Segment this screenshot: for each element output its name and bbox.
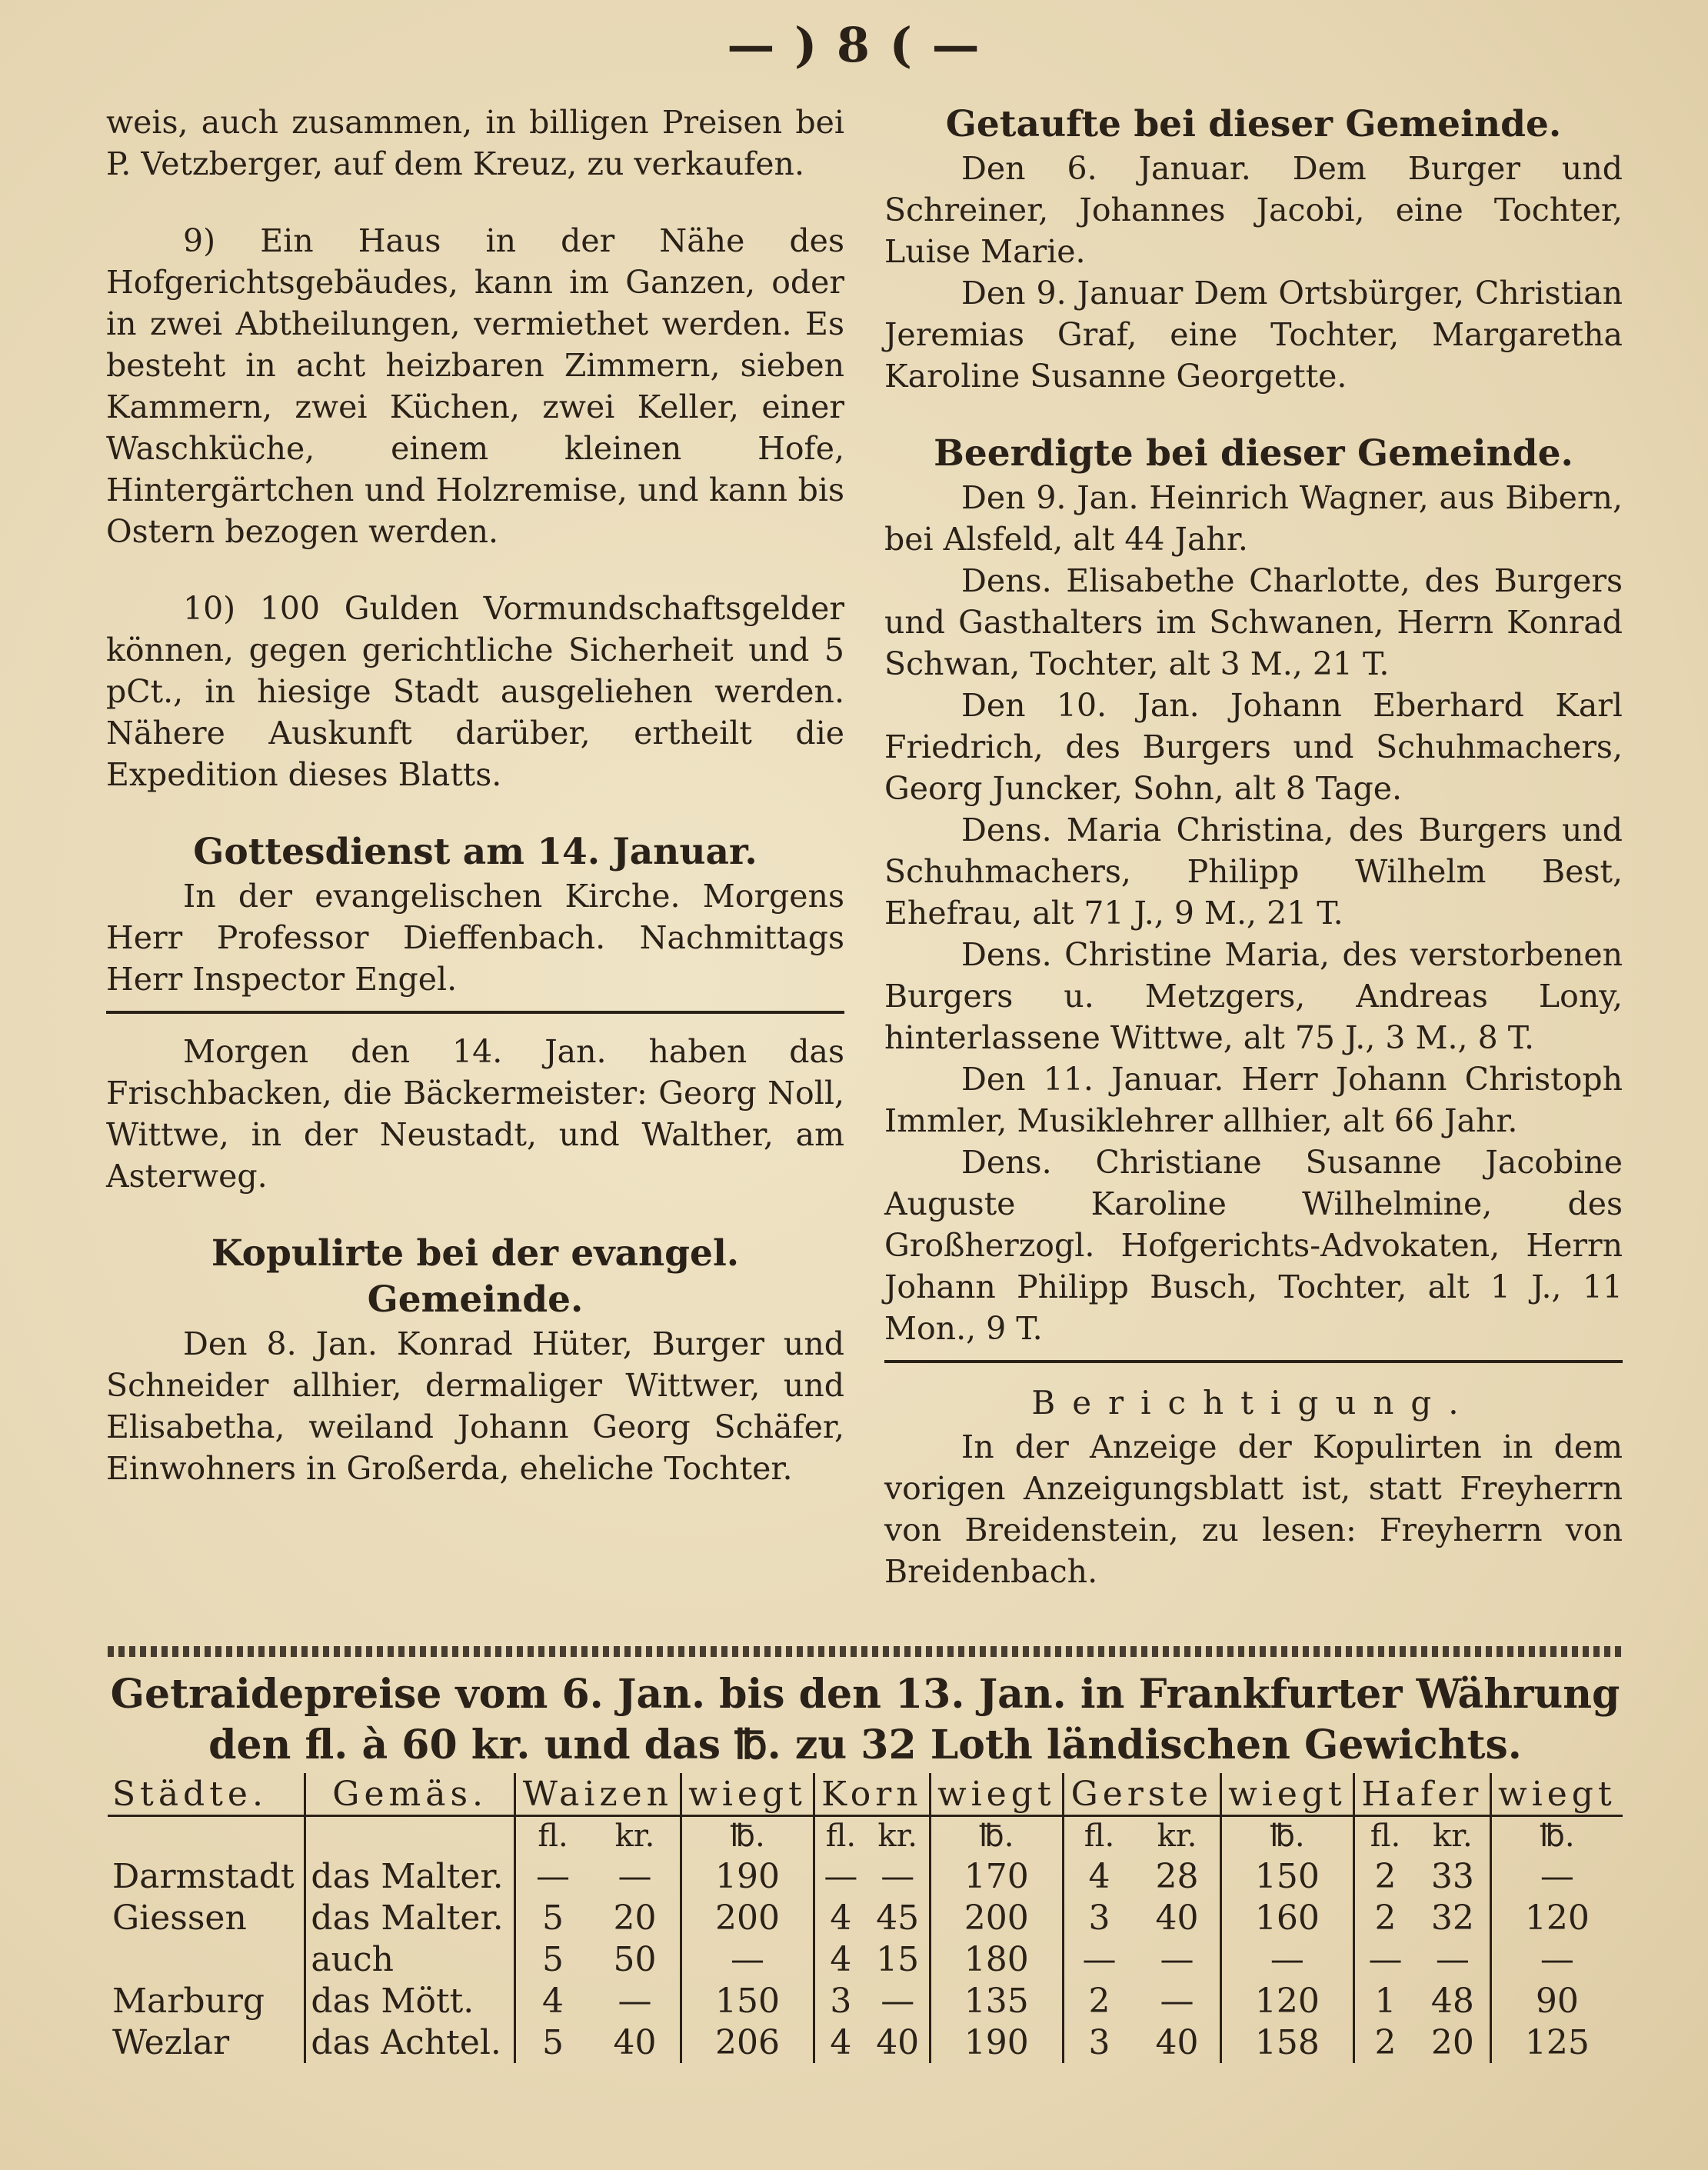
right-column: [884, 102, 1623, 1592]
grain-price-table: [108, 1773, 1623, 2063]
price-cell: —: [618, 1856, 652, 1896]
table-row: [108, 2022, 1623, 2063]
price-cell: 170: [930, 1855, 1063, 1897]
price-cell: 90: [1490, 1980, 1623, 2022]
unit-cell: fl.: [1354, 1816, 1416, 1856]
price-cell: 5: [514, 1938, 590, 1980]
col-header-oats-weight: wiegt: [1490, 1773, 1623, 1816]
price-cell: 160: [1220, 1897, 1353, 1938]
price-cell: 2: [1354, 1897, 1416, 1938]
price-cell: 40: [1155, 1898, 1199, 1938]
unit-cell: fl.: [514, 1816, 590, 1856]
measure-cell: das Achtel.: [305, 2022, 514, 2063]
table-body: [108, 1816, 1623, 2064]
price-cell: 150: [681, 1980, 814, 2022]
unit-cell: ℔.: [930, 1816, 1063, 1856]
married-entry: Den 8. Jan. Konrad Hüter, Burger und Schneider allhier, dermaliger Wittwer, und Elisabetha, weiland Johann Georg Schäfer, Einwohners in Großerda, eheliche Tochter.: [106, 1325, 844, 1487]
price-cell: 125: [1490, 2022, 1623, 2063]
city-cell: Marburg: [112, 1981, 265, 2021]
ornamental-rule: [108, 1646, 1623, 1657]
price-cell: 190: [930, 2022, 1063, 2063]
city-cell: Wezlar: [112, 2022, 230, 2062]
price-cell: 32: [1430, 1898, 1474, 1938]
col-header-wheat: Waizen: [514, 1773, 681, 1816]
price-cell: 48: [1430, 1981, 1474, 2021]
price-cell: 135: [930, 1980, 1063, 2022]
unit-cell: fl.: [814, 1816, 867, 1856]
baptized-entry: Den 9. Januar Dem Ortsbürger, Christian Jeremias Graf, eine Tochter, Margaretha Karoline Susanne Georgette.: [884, 275, 1623, 395]
measure-cell: das Malter.: [305, 1855, 514, 1897]
price-cell: 158: [1220, 2022, 1353, 2063]
col-header-barley-weight: wiegt: [1220, 1773, 1353, 1816]
section-divider: [884, 1360, 1623, 1363]
table-header-row: [108, 1773, 1623, 1816]
price-cell: 20: [1430, 2022, 1474, 2062]
price-cell: 200: [681, 1897, 814, 1938]
price-cell: 4: [814, 1938, 867, 1980]
price-cell: —: [1490, 1938, 1623, 1980]
price-cell: —: [814, 1855, 867, 1897]
ad-9-house: 9) Ein Haus in der Nähe des Hofgerichtsgebäudes, kann im Ganzen, oder in zwei Abtheilungen, vermiethet werden. Es besteht in acht heizbaren Zimmern, sieben Kammern, zwei Küchen, zwei Keller, einer Waschküche, einem kleinen Hofe, Hintergärtchen und Holzremise, und kann bis Ostern bezogen werden.: [106, 222, 844, 550]
price-cell: 4: [814, 1897, 867, 1938]
measure-cell: das Mött.: [305, 1980, 514, 2022]
col-header-cities: Städte.: [108, 1773, 305, 1816]
measure-cell: auch: [305, 1938, 514, 1980]
unit-cell: ℔.: [681, 1816, 814, 1856]
price-cell: 40: [1155, 2022, 1199, 2062]
buried-entry: Den 10. Jan. Johann Eberhard Karl Friedrich, des Burgers und Schuhmachers, Georg Juncker, Sohn, alt 8 Tage.: [884, 687, 1623, 807]
page-number: — ) 8 ( —: [727, 17, 981, 73]
price-cell: 180: [930, 1938, 1063, 1980]
price-cell: —: [1490, 1855, 1623, 1897]
price-cell: 4: [814, 2022, 867, 2063]
price-cell: —: [1063, 1938, 1134, 1980]
col-header-barley: Gerste: [1063, 1773, 1220, 1816]
unit-cell: kr.: [614, 1818, 655, 1854]
price-cell: —: [514, 1855, 590, 1897]
bakers-notice: Morgen den 14. Jan. haben das Frischbacken, die Bäckermeister: Georg Noll, Wittwe, in der Neustadt, und Walther, am Asterweg.: [106, 1033, 844, 1195]
unit-cell: kr.: [1157, 1818, 1197, 1854]
price-cell: 3: [814, 1980, 867, 2022]
left-column: [106, 102, 844, 1489]
price-cell: 28: [1155, 1856, 1199, 1896]
unit-cell: kr.: [877, 1818, 918, 1854]
city-cell: Darmstadt: [112, 1856, 295, 1896]
unit-cell: ℔.: [1220, 1816, 1353, 1856]
price-cell: 40: [876, 2022, 920, 2062]
price-cell: 120: [1220, 1980, 1353, 2022]
table-units-row: [108, 1816, 1623, 1856]
price-cell: —: [1160, 1939, 1194, 1979]
unit-cell: [108, 1816, 305, 1856]
prices-title-line-2: den fl. à 60 kr. und das ℔. zu 32 Loth ländischen Gewichts.: [208, 1722, 1522, 1768]
prices-title-line-1: Getraidepreise vom 6. Jan. bis den 13. Jan. in Frankfurter Währung: [110, 1671, 1620, 1718]
buried-entry: Dens. Elisabethe Charlotte, des Burgers und Gasthalters im Schwanen, Herrn Konrad Schwan, Tochter, alt 3 M., 21 T.: [884, 562, 1623, 682]
price-cell: 190: [681, 1855, 814, 1897]
price-cell: 4: [1063, 1855, 1134, 1897]
col-header-oats: Hafer: [1354, 1773, 1491, 1816]
buried-entry: Dens. Christiane Susanne Jacobine Auguste Karoline Wilhelmine, des Großherzogl. Hofgerichts-Advokaten, Herrn Johann Philipp Busch, Tochter, alt 1 J., 11 Mon., 9 T.: [884, 1144, 1623, 1347]
unit-cell: fl.: [1063, 1816, 1134, 1856]
service-heading: Gottesdienst am 14. Januar.: [193, 831, 757, 873]
city-cell: Giessen: [112, 1898, 247, 1938]
table-row: [108, 1938, 1623, 1980]
price-cell: 120: [1490, 1897, 1623, 1938]
price-cell: 5: [514, 1897, 590, 1938]
price-cell: —: [881, 1981, 915, 2021]
correction-heading: Berichtigung.: [1031, 1384, 1476, 1422]
price-cell: 45: [876, 1898, 920, 1938]
price-cell: —: [1354, 1938, 1416, 1980]
price-cell: 1: [1354, 1980, 1416, 2022]
price-cell: 3: [1063, 1897, 1134, 1938]
col-header-rye-weight: wiegt: [930, 1773, 1063, 1816]
price-cell: 2: [1354, 2022, 1416, 2063]
price-cell: 200: [930, 1897, 1063, 1938]
price-cell: 150: [1220, 1855, 1353, 1897]
price-cell: —: [681, 1938, 814, 1980]
ad-continuation: weis, auch zusammen, in billigen Preisen bei P. Vetzberger, auf dem Kreuz, zu verkaufen.: [106, 104, 844, 182]
price-cell: —: [1220, 1938, 1353, 1980]
unit-cell: ℔.: [1490, 1816, 1623, 1856]
price-cell: 15: [876, 1939, 920, 1979]
prices-title: [108, 1669, 1623, 1771]
price-cell: 50: [613, 1939, 657, 1979]
section-divider: [106, 1011, 844, 1014]
baptized-entry: Den 6. Januar. Dem Burger und Schreiner, Johannes Jacobi, eine Tochter, Luise Marie.: [884, 150, 1623, 270]
price-cell: 5: [514, 2022, 590, 2063]
buried-entry: Dens. Christine Maria, des verstorbenen Burgers u. Metzgers, Andreas Lony, hinterlassene Wittwe, alt 75 J., 3 M., 8 T.: [884, 936, 1623, 1056]
married-heading: Kopulirte bei der evangel. Gemeinde.: [211, 1232, 740, 1321]
city-cell: [108, 1938, 305, 1980]
unit-cell: kr.: [1432, 1818, 1473, 1854]
measure-cell: das Malter.: [305, 1897, 514, 1938]
unit-cell: [305, 1816, 514, 1856]
col-header-rye: Korn: [814, 1773, 931, 1816]
buried-heading: Beerdigte bei dieser Gemeinde.: [934, 432, 1573, 475]
price-cell: 33: [1430, 1856, 1474, 1896]
price-cell: 2: [1063, 1980, 1134, 2022]
price-cell: 4: [514, 1980, 590, 2022]
price-cell: 3: [1063, 2022, 1134, 2063]
buried-entry: Den 11. Januar. Herr Johann Christoph Immler, Musiklehrer allhier, alt 66 Jahr.: [884, 1061, 1623, 1139]
buried-entry: Den 9. Jan. Heinrich Wagner, aus Bibern, bei Alsfeld, alt 44 Jahr.: [884, 479, 1623, 558]
baptized-heading: Getaufte bei dieser Gemeinde.: [945, 103, 1562, 145]
table-row: [108, 1897, 1623, 1938]
correction-text: In der Anzeige der Kopulirten in dem vorigen Anzeigungsblatt ist, statt Freyherrn von Breidenstein, zu lesen: Freyherrn von Breidenbach.: [884, 1428, 1623, 1590]
col-header-wheat-weight: wiegt: [681, 1773, 814, 1816]
price-cell: 20: [613, 1898, 657, 1938]
price-cell: 40: [613, 2022, 657, 2062]
price-cell: 206: [681, 2022, 814, 2063]
price-cell: —: [618, 1981, 652, 2021]
price-cell: —: [1435, 1939, 1470, 1979]
ad-10-loan: 10) 100 Gulden Vormundschaftsgelder können, gegen gerichtliche Sicherheit und 5 pCt., in hiesige Stadt ausgeliehen werden. Nähere Auskunft darüber, ertheilt die Expedition dieses Blatts.: [106, 590, 844, 793]
table-row: [108, 1855, 1623, 1897]
price-cell: —: [881, 1856, 915, 1896]
price-cell: —: [1160, 1981, 1194, 2021]
price-cell: 2: [1354, 1855, 1416, 1897]
buried-entry: Dens. Maria Christina, des Burgers und Schuhmachers, Philipp Wilhelm Best, Ehefrau, alt 71 J., 9 M., 21 T.: [884, 812, 1623, 932]
table-row: [108, 1980, 1623, 2022]
col-header-measure: Gemäs.: [305, 1773, 514, 1816]
service-text: In der evangelischen Kirche. Morgens Herr Professor Dieffenbach. Nachmittags Herr Inspector Engel.: [106, 878, 844, 998]
